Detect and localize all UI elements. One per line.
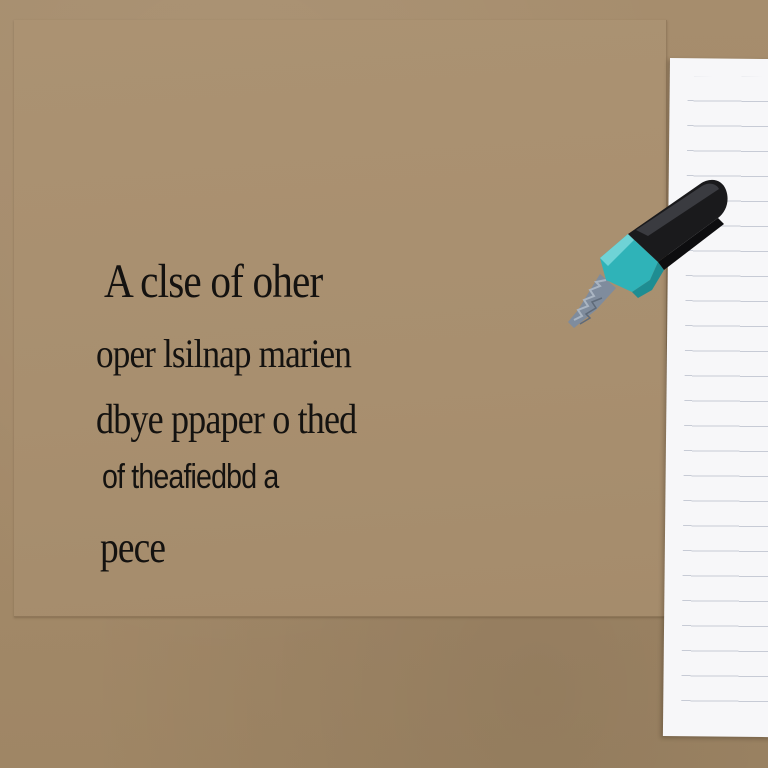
text-line-2: oper lsilnap marien	[96, 331, 352, 376]
highlighter-marker-icon	[560, 170, 750, 340]
text-line-4: of theafiedbd a	[102, 458, 279, 496]
lined-notepad	[663, 58, 768, 737]
text-line-3: dbye ppaper o thed	[96, 397, 357, 443]
text-line-5: pece	[100, 523, 166, 572]
marker-tip	[568, 274, 616, 328]
text-line-1: A clse of oher	[104, 255, 323, 308]
